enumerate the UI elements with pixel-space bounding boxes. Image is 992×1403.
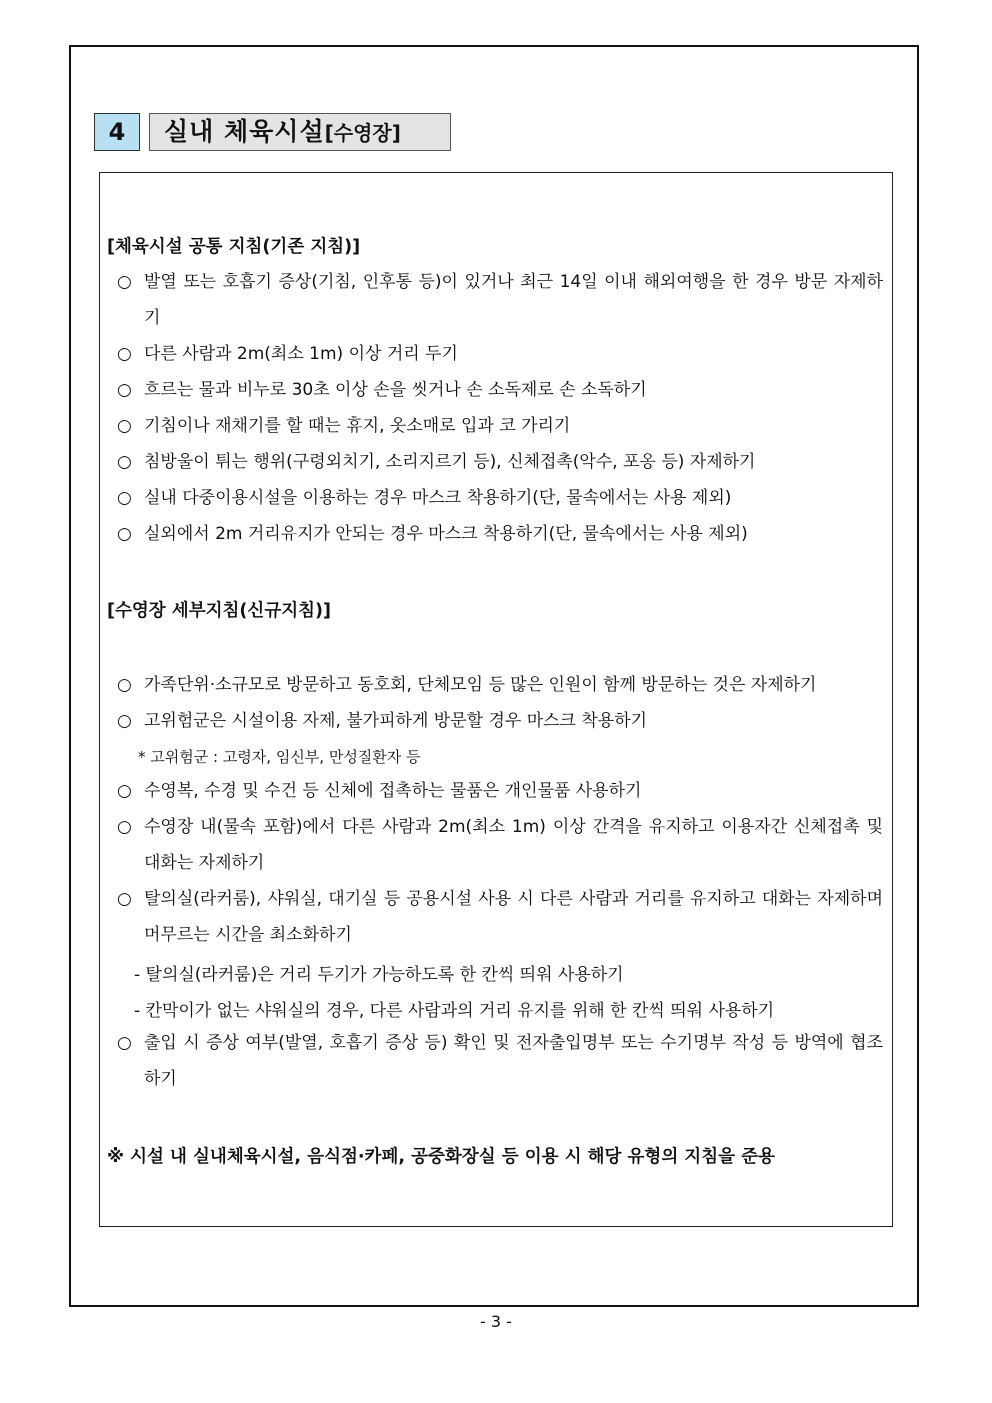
bullet-icon: ○ bbox=[117, 817, 132, 837]
high-risk-note: * 고위험군 : 고령자, 임신부, 만성질환자 등 bbox=[138, 748, 421, 766]
bullet-icon: ○ bbox=[117, 488, 132, 508]
list-item-text: 발열 또는 호흡기 증상(기침, 인후통 등)이 있거나 최근 14일 이내 해외여행을 한 경우 방문 자제하기 bbox=[144, 272, 883, 328]
list-item-text: 흐르는 물과 비누로 30초 이상 손을 씻거나 손 소독제로 손 소독하기 bbox=[144, 380, 647, 400]
list-item-text: 고위험군은 시설이용 자제, 불가피하게 방문할 경우 마스크 착용하기 bbox=[144, 711, 648, 731]
section-number: 4 bbox=[94, 113, 140, 151]
list-item bbox=[117, 703, 883, 739]
bullet-icon: ○ bbox=[117, 380, 132, 400]
bullet-icon: ○ bbox=[117, 344, 132, 364]
list-item bbox=[117, 1025, 883, 1097]
pool-guidelines-heading: [수영장 세부지침(신규지침)] bbox=[107, 601, 332, 621]
list-item-text: 탈의실(라커룸), 샤워실, 대기실 등 공용시설 사용 시 다른 사람과 거리를 유지하고 대화는 자제하며 머무르는 시간을 최소화하기 bbox=[144, 889, 883, 945]
list-item-text: 가족단위·소규모로 방문하고 동호회, 단체모임 등 많은 인원이 함께 방문하는 것은 자제하기 bbox=[144, 675, 817, 695]
list-item bbox=[117, 336, 883, 372]
list-item bbox=[117, 773, 883, 809]
final-note: ※ 시설 내 실내체육시설, 음식점·카페, 공중화장실 등 이용 시 해당 유형의 지침을 준용 bbox=[107, 1147, 775, 1167]
list-item bbox=[117, 809, 883, 881]
bullet-icon: ○ bbox=[117, 452, 132, 472]
sub-item: - 칸막이가 없는 샤워실의 경우, 다른 사람과의 거리 유지를 위해 한 칸씩 띄워 사용하기 bbox=[134, 1001, 775, 1021]
list-item bbox=[117, 408, 883, 444]
bullet-icon: ○ bbox=[117, 675, 132, 695]
bullet-icon: ○ bbox=[117, 272, 132, 292]
list-item bbox=[117, 480, 883, 516]
list-item-text: 다른 사람과 2m(최소 1m) 이상 거리 두기 bbox=[144, 344, 458, 364]
list-item bbox=[117, 667, 883, 703]
bullet-icon: ○ bbox=[117, 711, 132, 731]
list-item bbox=[117, 264, 883, 336]
list-item-text: 기침이나 재채기를 할 때는 휴지, 옷소매로 입과 코 가리기 bbox=[144, 416, 571, 436]
list-item-text: 수영복, 수경 및 수건 등 신체에 접촉하는 물품은 개인물품 사용하기 bbox=[144, 781, 642, 801]
sub-item: - 탈의실(라커룸)은 거리 두기가 가능하도록 한 칸씩 띄워 사용하기 bbox=[134, 965, 624, 985]
list-item-text: 실내 다중이용시설을 이용하는 경우 마스크 착용하기(단, 물속에서는 사용 제외) bbox=[144, 488, 732, 508]
list-item bbox=[117, 516, 883, 552]
list-item-text: 출입 시 증상 여부(발열, 호흡기 증상 등) 확인 및 전자출입명부 또는 수기명부 작성 등 방역에 협조하기 bbox=[144, 1033, 883, 1089]
section-title-main: 실내 체육시설 bbox=[164, 117, 325, 146]
bullet-icon: ○ bbox=[117, 524, 132, 544]
bullet-icon: ○ bbox=[117, 416, 132, 436]
list-item bbox=[117, 444, 883, 480]
bullet-icon: ○ bbox=[117, 889, 132, 909]
section-title-sub: [수영장] bbox=[324, 121, 401, 145]
bullet-icon: ○ bbox=[117, 1033, 132, 1053]
list-item bbox=[117, 372, 883, 408]
list-item-text: 실외에서 2m 거리유지가 안되는 경우 마스크 착용하기(단, 물속에서는 사용 제외) bbox=[144, 524, 748, 544]
list-item-text: 수영장 내(물속 포함)에서 다른 사람과 2m(최소 1m) 이상 간격을 유지하고 이용자간 신체접촉 및 대화는 자제하기 bbox=[144, 817, 883, 873]
list-item bbox=[117, 881, 883, 953]
common-guidelines-heading: [체육시설 공통 지침(기존 지침)] bbox=[107, 237, 361, 257]
section-title bbox=[149, 113, 451, 151]
bullet-icon: ○ bbox=[117, 781, 132, 801]
page-number: - 3 - bbox=[480, 1312, 512, 1331]
list-item-text: 침방울이 튀는 행위(구령외치기, 소리지르기 등), 신체접촉(악수, 포옹 등) 자제하기 bbox=[144, 452, 756, 472]
